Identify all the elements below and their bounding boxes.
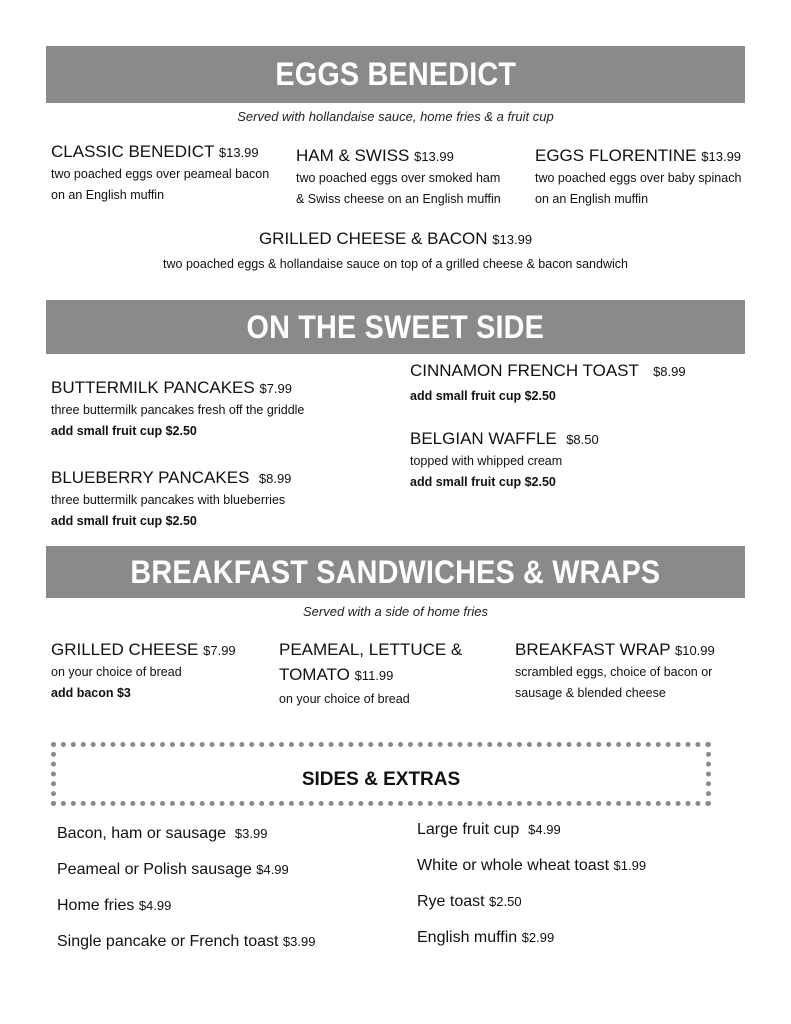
item-desc: two poached eggs over smoked ham	[296, 171, 501, 185]
menu-item-peameal-lettuce-tomato	[279, 637, 462, 710]
eggs-benedict-header	[46, 46, 745, 103]
menu-item-classic-benedict	[51, 141, 269, 206]
side-name: English muffin	[417, 929, 518, 946]
item-price: $13.99	[414, 149, 454, 164]
item-name: CINNAMON FRENCH TOAST	[410, 361, 639, 380]
menu-item-ham-swiss	[296, 145, 501, 210]
item-desc: two poached eggs over baby spinach	[535, 171, 742, 185]
sweet-side-header	[46, 300, 745, 354]
menu-item-blueberry-pancakes	[51, 467, 291, 532]
sandwiches-header	[46, 546, 745, 598]
sides-extras-title: SIDES & EXTRAS	[301, 769, 461, 790]
item-name: TOMATO	[279, 665, 350, 684]
item-price: $13.99	[492, 232, 533, 247]
item-addon: add small fruit cup $2.50	[51, 514, 197, 528]
side-price: $4.99	[528, 822, 561, 837]
item-price: $8.99	[653, 364, 686, 379]
item-name: BELGIAN WAFFLE	[410, 429, 557, 448]
item-name: GRILLED CHEESE	[51, 640, 199, 659]
item-name: BLUEBERRY PANCAKES	[51, 468, 250, 487]
item-price: $7.99	[203, 643, 236, 658]
side-item	[417, 821, 561, 839]
item-addon: add small fruit cup $2.50	[410, 475, 556, 489]
item-name: EGGS FLORENTINE	[535, 146, 697, 165]
side-price: $4.99	[138, 898, 172, 913]
menu-item-breakfast-wrap	[515, 639, 715, 704]
item-addon: add bacon $3	[51, 686, 131, 700]
menu-item-grilled-cheese	[51, 639, 236, 704]
item-desc: sausage & blended cheese	[515, 686, 666, 700]
item-desc: two poached eggs over peameal bacon	[51, 167, 270, 181]
item-price: $8.99	[258, 471, 292, 486]
sandwiches-title: BREAKFAST SANDWICHES & WRAPS	[130, 554, 661, 590]
item-desc: scrambled eggs, choice of bacon or	[515, 665, 713, 679]
side-price: $4.99	[256, 862, 289, 877]
item-addon: add small fruit cup $2.50	[51, 424, 197, 438]
side-item	[57, 897, 171, 915]
side-name: Home fries	[57, 897, 135, 914]
menu-item-grilled-cheese-bacon	[0, 228, 791, 275]
sweet-side-title: ON THE SWEET SIDE	[246, 309, 545, 345]
side-item	[417, 893, 522, 911]
side-price: $3.99	[282, 934, 316, 949]
side-name: Large fruit cup	[417, 821, 520, 838]
eggs-benedict-subtitle: Served with hollandaise sauce, home fries & a fruit cup	[237, 109, 554, 124]
eggs-benedict-title: EGGS BENEDICT	[275, 56, 516, 92]
item-name: BUTTERMILK PANCAKES	[51, 378, 255, 397]
item-desc: three buttermilk pancakes fresh off the griddle	[51, 403, 305, 417]
item-desc: on an English muffin	[535, 192, 649, 206]
item-price: $13.99	[701, 149, 742, 164]
side-item	[57, 933, 315, 951]
item-name: HAM & SWISS	[296, 146, 410, 165]
item-name: BREAKFAST WRAP	[515, 640, 671, 659]
menu-item-cinnamon-french-toast	[410, 360, 686, 407]
item-desc: on an English muffin	[51, 188, 165, 202]
side-name: Peameal or Polish sausage	[57, 861, 252, 878]
side-item	[417, 929, 554, 947]
side-price: $2.99	[521, 930, 555, 945]
item-price: $11.99	[354, 668, 394, 683]
sandwiches-subtitle: Served with a side of home fries	[303, 604, 488, 619]
item-desc: on your choice of bread	[51, 665, 182, 679]
item-desc: topped with whipped cream	[410, 454, 563, 468]
menu-item-eggs-florentine	[535, 145, 741, 210]
item-price: $8.50	[566, 432, 599, 447]
item-desc: on your choice of bread	[279, 692, 410, 706]
side-name: White or whole wheat toast	[417, 857, 610, 874]
menu-item-buttermilk-pancakes	[51, 377, 304, 442]
sides-extras-box	[51, 742, 711, 806]
item-price: $7.99	[259, 381, 293, 396]
item-desc: three buttermilk pancakes with blueberries	[51, 493, 286, 507]
item-addon: add small fruit cup $2.50	[410, 389, 556, 403]
item-name: PEAMEAL, LETTUCE &	[279, 640, 463, 659]
side-name: Bacon, ham or sausage	[57, 825, 226, 842]
item-name: GRILLED CHEESE & BACON	[258, 229, 488, 248]
item-name: CLASSIC BENEDICT	[51, 142, 215, 161]
side-price: $1.99	[613, 858, 647, 873]
item-desc: two poached eggs & hollandaise sauce on top of a grilled cheese & bacon sandwich	[163, 257, 628, 271]
item-desc: & Swiss cheese on an English muffin	[296, 192, 501, 206]
menu-item-belgian-waffle	[410, 428, 599, 493]
side-name: Rye toast	[417, 893, 485, 910]
item-price: $13.99	[218, 145, 259, 160]
side-item	[57, 861, 289, 879]
side-price: $3.99	[234, 826, 268, 841]
side-item	[57, 825, 267, 843]
item-price: $10.99	[674, 643, 715, 658]
side-name: Single pancake or French toast	[57, 933, 279, 950]
side-item	[417, 857, 646, 875]
side-price: $2.50	[489, 894, 522, 909]
